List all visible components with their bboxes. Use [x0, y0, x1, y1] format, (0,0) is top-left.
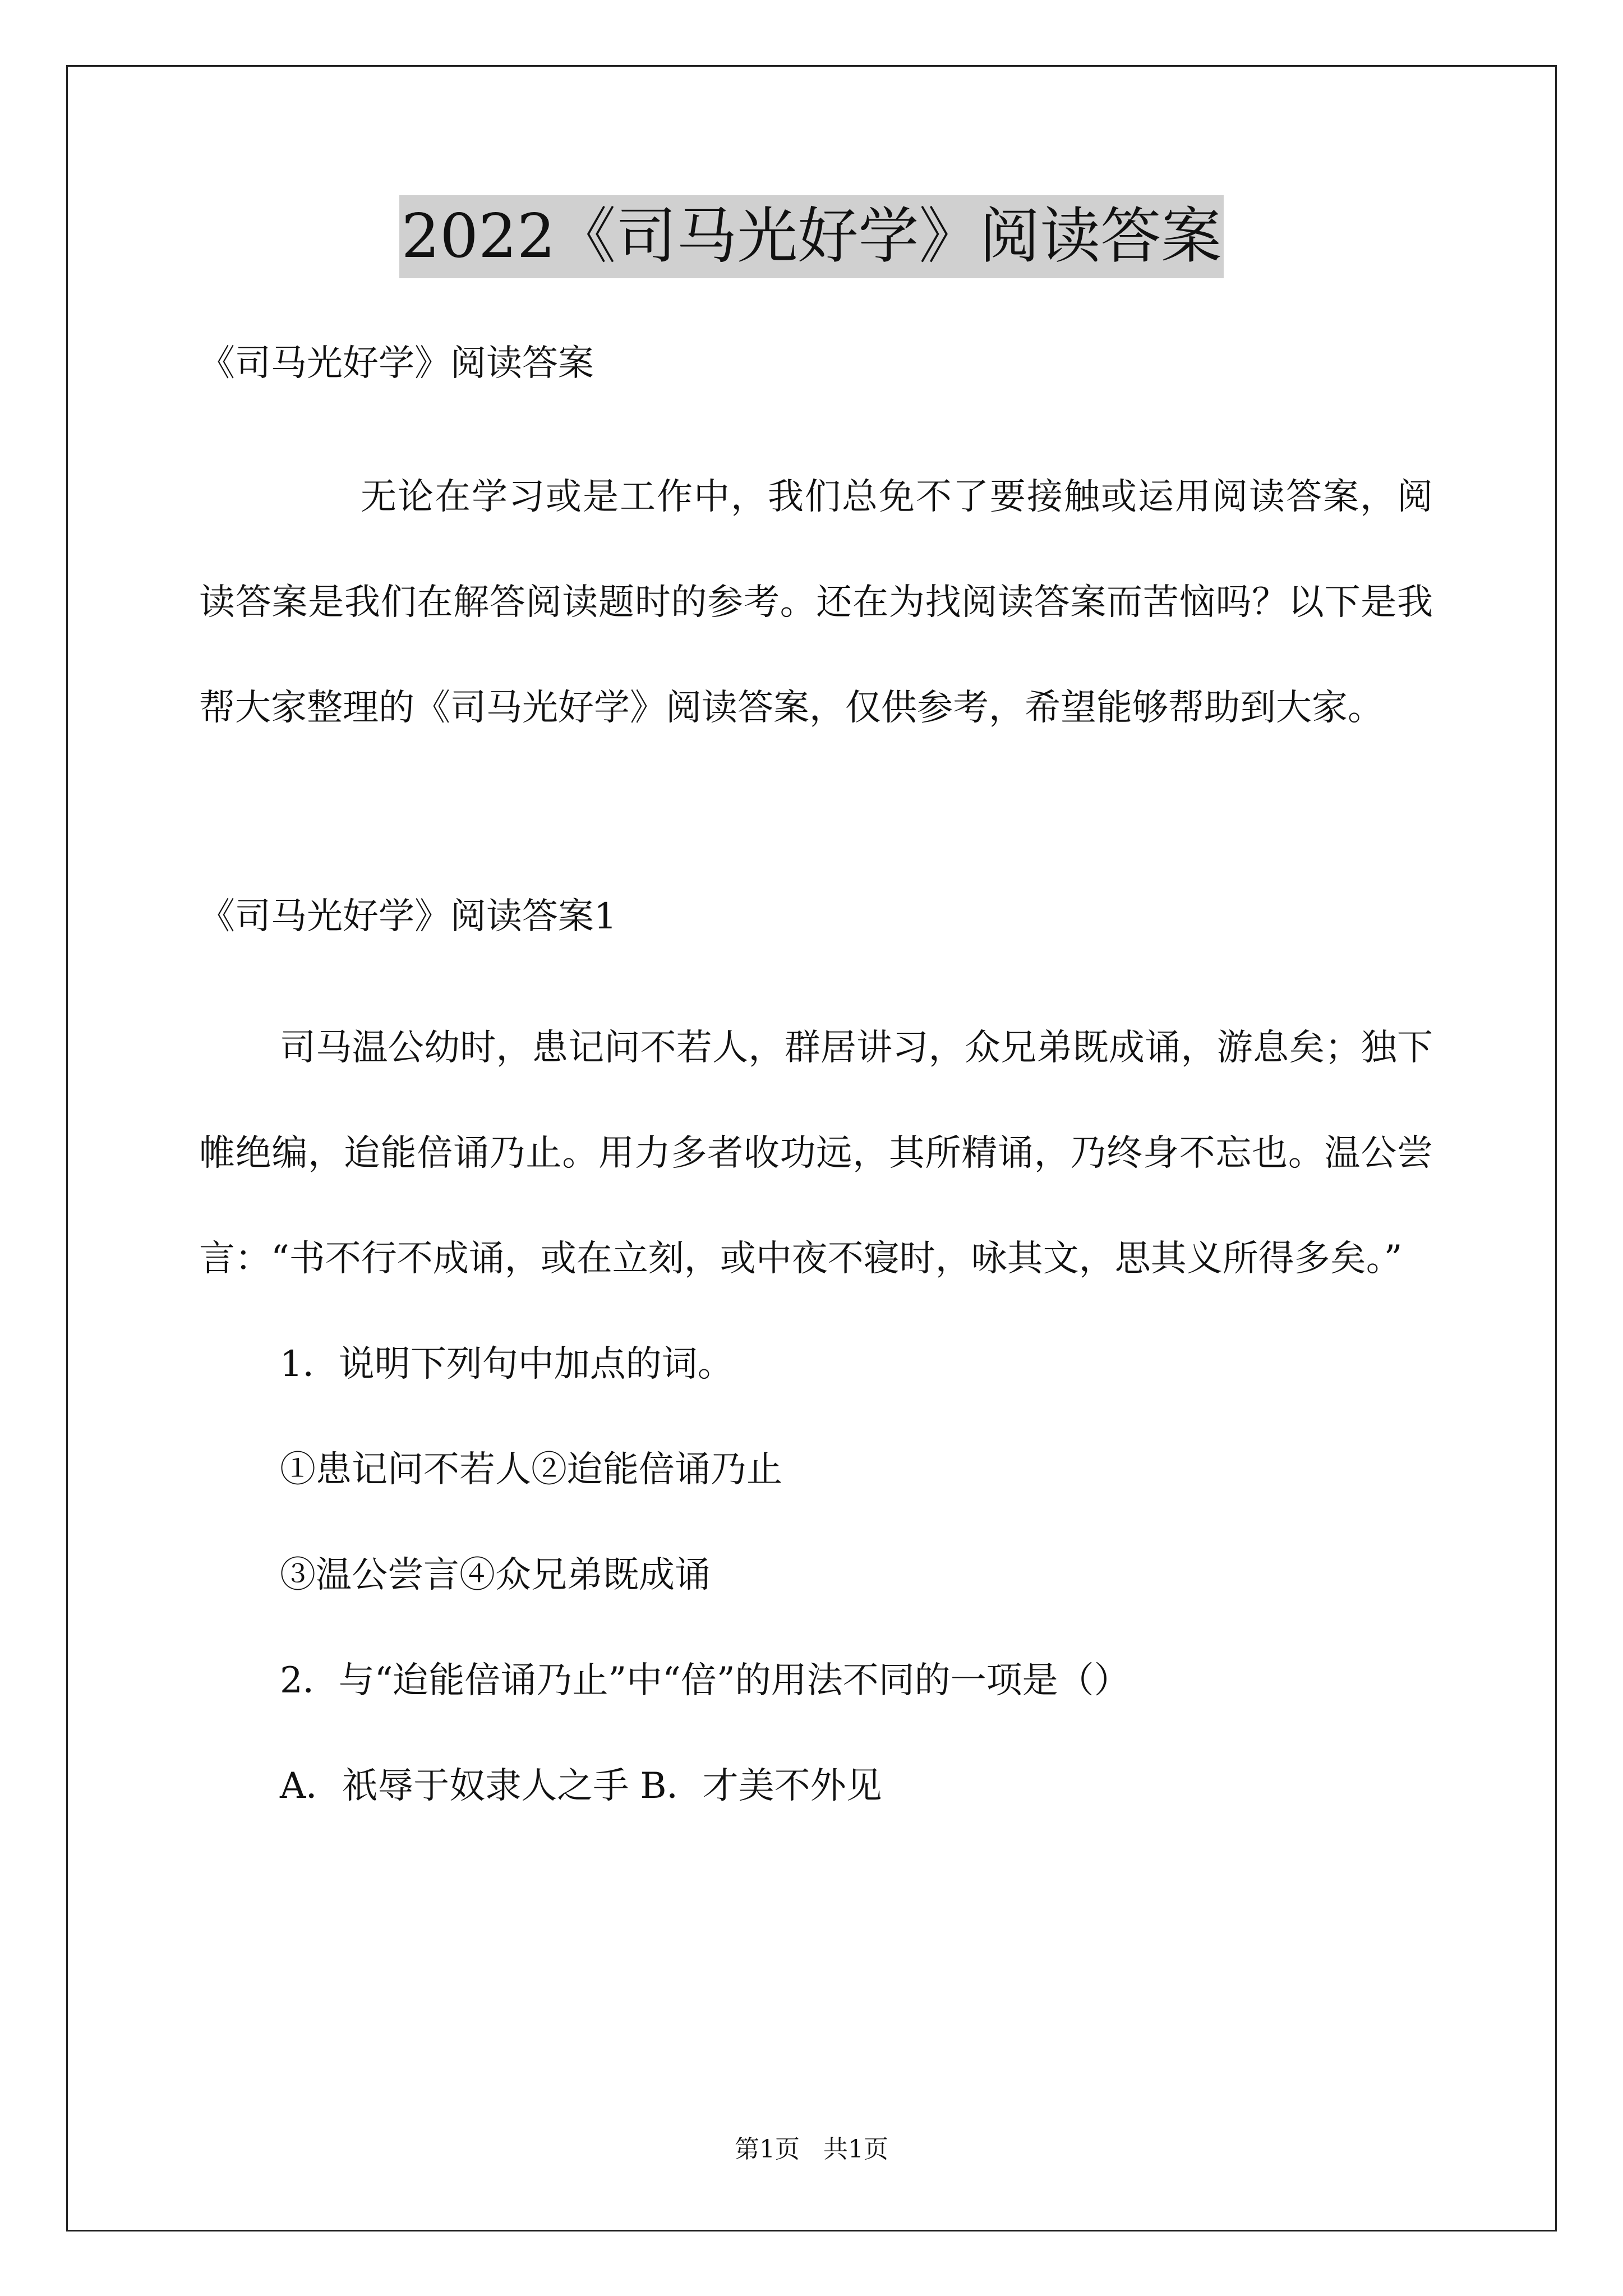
- document-title: 2022《司马光好学》阅读答案: [399, 195, 1224, 278]
- question-line: 1．说明下列句中加点的词。: [280, 1343, 734, 1385]
- question-line: A．祇辱于奴隶人之手 B．才美不外见: [280, 1765, 882, 1807]
- intro-paragraph: 无论在学习或是工作中，我们总免不了要接触或运用阅读答案，阅读答案是我们在解答阅读题时的参考。还在为找阅读答案而苦恼吗？以下是我帮大家整理的《司马光好学》阅读答案，仅供参考，希望能够帮助到大家。: [199, 476, 1433, 729]
- title-container: [0, 195, 1623, 278]
- classical-passage: 司马温公幼时，患记问不若人，群居讲习，众兄弟既成诵，游息矣；独下帷绝编，迨能倍诵乃止。用力多者收功远，其所精诵，乃终身不忘也。温公尝言：“书不行不成诵，或在立刻，或中夜不寝时，咏其文，思其义所得多矣。”: [199, 1027, 1433, 1280]
- page-footer: 第1页 共1页: [735, 2135, 888, 2164]
- document-body: [199, 337, 1433, 1839]
- question-line: 2．与“迨能倍诵乃止”中“倍”的用法不同的一项是（）: [280, 1660, 1130, 1701]
- intro-heading: 《司马光好学》阅读答案: [199, 343, 594, 384]
- question-line: ③温公尝言④众兄弟既成诵: [280, 1554, 711, 1596]
- section-heading: 《司马光好学》阅读答案1: [199, 896, 617, 937]
- question-line: ①患记问不若人②迨能倍诵乃止: [280, 1449, 782, 1490]
